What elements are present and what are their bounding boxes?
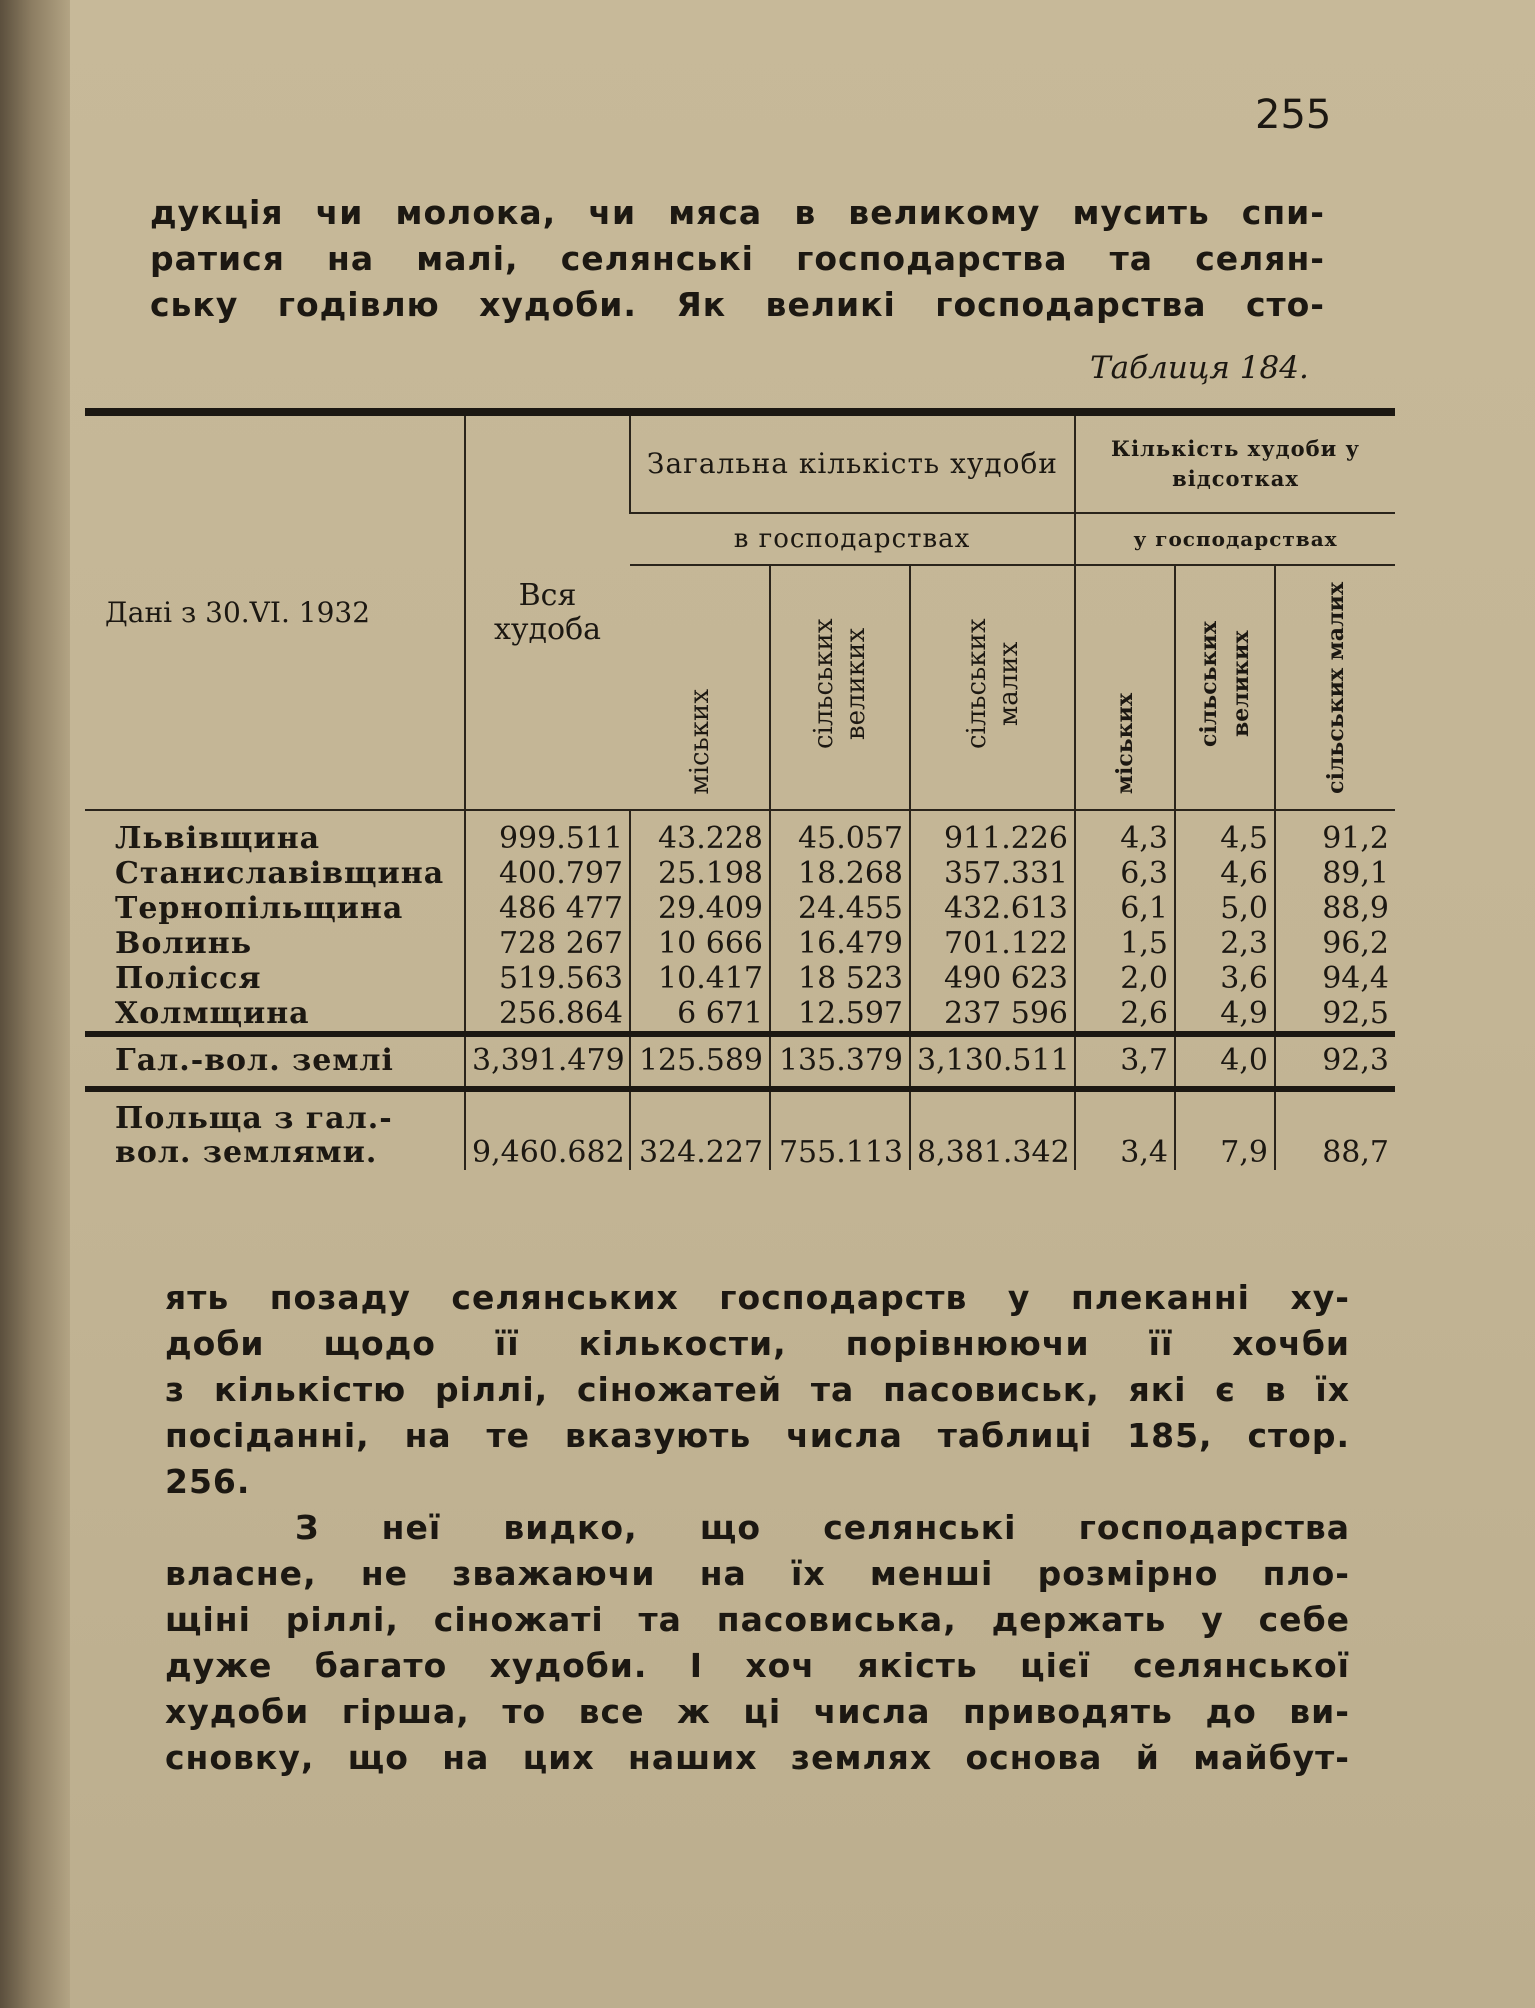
cell: 45.057 [770, 810, 910, 856]
cell: 701.122 [910, 926, 1075, 961]
cell: 9,460.682 [465, 1089, 630, 1170]
cell: 6,3 [1075, 856, 1175, 891]
text-line: ять позаду селянських господарств у плеканні ху- [165, 1278, 1350, 1317]
region-name: Станиславівщина [115, 856, 445, 891]
total-name: Гал.-вол. землі [85, 1034, 465, 1089]
cell: 135.379 [770, 1034, 910, 1089]
col-rural-small: сільських малих [910, 565, 1075, 810]
col-urban-percent: міських [1075, 565, 1175, 810]
poland-name-line2: вол. землями. [115, 1135, 378, 1170]
cell: 5,0 [1175, 891, 1275, 926]
table-row [85, 810, 1395, 856]
percent-header: Кількість худоби у відсотках [1075, 412, 1395, 513]
cell: 911.226 [910, 810, 1075, 856]
cell: 237 596 [910, 996, 1075, 1034]
text-line: ську годівлю худоби. Як великі господарства сто- [150, 285, 1325, 324]
cell: 10.417 [630, 961, 770, 996]
cattle-table [85, 408, 1395, 1170]
table-corner-header: Дані з 30.VI. 1932 [85, 412, 465, 810]
region-name: Львівщина [85, 810, 465, 856]
cell: 92,5 [1275, 996, 1395, 1034]
cell: 25.198 [630, 856, 770, 891]
cell: 6 671 [630, 996, 770, 1034]
cell: 91,2 [1275, 810, 1395, 856]
in-farms-subheader: в господарствах [630, 513, 1075, 565]
cell: 10 666 [630, 926, 770, 961]
cell: 3,130.511 [910, 1034, 1075, 1089]
cell: 519.563 [465, 961, 630, 996]
text-line: з кількістю ріллі, сіножатей та пасовиськ, які є в їх [165, 1370, 1350, 1409]
in-farms-subheader-percent: у господарствах [1075, 513, 1395, 565]
text-line: щіні ріллі, сіножаті та пасовиська, держать у себе [165, 1600, 1350, 1639]
table-row [85, 856, 1395, 891]
text-line: ратися на малі, селянські господарства та селян- [150, 239, 1325, 278]
col-urban: міських [630, 565, 770, 810]
total-count-header: Загальна кількість худоби [630, 412, 1075, 513]
cell: 1,5 [1075, 926, 1175, 961]
cell: 2,6 [1075, 996, 1175, 1034]
cell: 12.597 [770, 996, 910, 1034]
cell: 7,9 [1175, 1089, 1275, 1170]
cell: 2,3 [1175, 926, 1275, 961]
cell: 324.227 [630, 1089, 770, 1170]
text-line: 256. [165, 1462, 251, 1501]
cell: 400.797 [465, 856, 630, 891]
table-caption: Таблиця 184. [1090, 350, 1309, 386]
table-row [85, 961, 1395, 996]
cell: 24.455 [770, 891, 910, 926]
book-spine-shadow [0, 0, 70, 2008]
cell: 94,4 [1275, 961, 1395, 996]
table-row [85, 891, 1395, 926]
cell: 6,1 [1075, 891, 1175, 926]
col-rural-large: сільських великих [770, 565, 910, 810]
text-line: З неї видко, що селянські господарства [295, 1508, 1350, 1547]
cell: 4,6 [1175, 856, 1275, 891]
cell: 999.511 [465, 810, 630, 856]
cell: 125.589 [630, 1034, 770, 1089]
cell: 4,5 [1175, 810, 1275, 856]
cell: 92,3 [1275, 1034, 1395, 1089]
cell: 432.613 [910, 891, 1075, 926]
col-rural-small-percent: сільських малих [1275, 565, 1395, 810]
cell: 357.331 [910, 856, 1075, 891]
cell: 18 523 [770, 961, 910, 996]
cell: 3,4 [1075, 1089, 1175, 1170]
text-line: посіданні, на те вказують числа таблиці 185, стор. [165, 1416, 1350, 1455]
region-name: Тернопільщина [115, 891, 404, 926]
cell: 3,7 [1075, 1034, 1175, 1089]
cell: 486 477 [465, 891, 630, 926]
cell: 256.864 [465, 996, 630, 1034]
cell: 4,9 [1175, 996, 1275, 1034]
cell: 3,391.479 [465, 1034, 630, 1089]
cell: 728 267 [465, 926, 630, 961]
cell: 16.479 [770, 926, 910, 961]
text-line: власне, не зважаючи на їх менші розмірно пло- [165, 1554, 1350, 1593]
cell: 96,2 [1275, 926, 1395, 961]
page-number: 255 [1255, 92, 1332, 138]
table-row [85, 996, 1395, 1034]
cell: 4,0 [1175, 1034, 1275, 1089]
text-line: дукція чи молока, чи мяса в великому мусить спи- [150, 193, 1325, 232]
region-name: Волинь [115, 926, 253, 961]
cell: 2,0 [1075, 961, 1175, 996]
cell: 29.409 [630, 891, 770, 926]
cell: 4,3 [1075, 810, 1175, 856]
cell: 8,381.342 [910, 1089, 1075, 1170]
cell: 18.268 [770, 856, 910, 891]
cell: 88,7 [1275, 1089, 1395, 1170]
text-line: доби щодо її кількости, порівнюючи її хочби [165, 1324, 1350, 1363]
paragraph-bottom [165, 1505, 1350, 1781]
text-line: дуже багато худоби. І хоч якість цієї селянської [165, 1646, 1350, 1685]
all-cattle-header: Вся худоба [465, 412, 630, 810]
region-name: Холмщина [115, 996, 310, 1031]
cell: 43.228 [630, 810, 770, 856]
poland-name-line1: Польща з гал.- [115, 1101, 393, 1136]
cell: 490 623 [910, 961, 1075, 996]
table-row [85, 926, 1395, 961]
text-line: худоби гірша, то все ж ці числа приводять до ви- [165, 1692, 1350, 1731]
paragraph-middle [165, 1275, 1350, 1505]
region-name: Полісся [115, 961, 262, 996]
cell: 755.113 [770, 1089, 910, 1170]
total-row [85, 1034, 1395, 1089]
text-line: сновку, що на цих наших землях основа й майбут- [165, 1738, 1350, 1777]
cell: 88,9 [1275, 891, 1395, 926]
poland-name [85, 1089, 465, 1170]
cell: 89,1 [1275, 856, 1395, 891]
paragraph-top [150, 190, 1325, 328]
cell: 3,6 [1175, 961, 1275, 996]
col-rural-large-percent: сільських великих [1175, 565, 1275, 810]
poland-row [85, 1089, 1395, 1170]
